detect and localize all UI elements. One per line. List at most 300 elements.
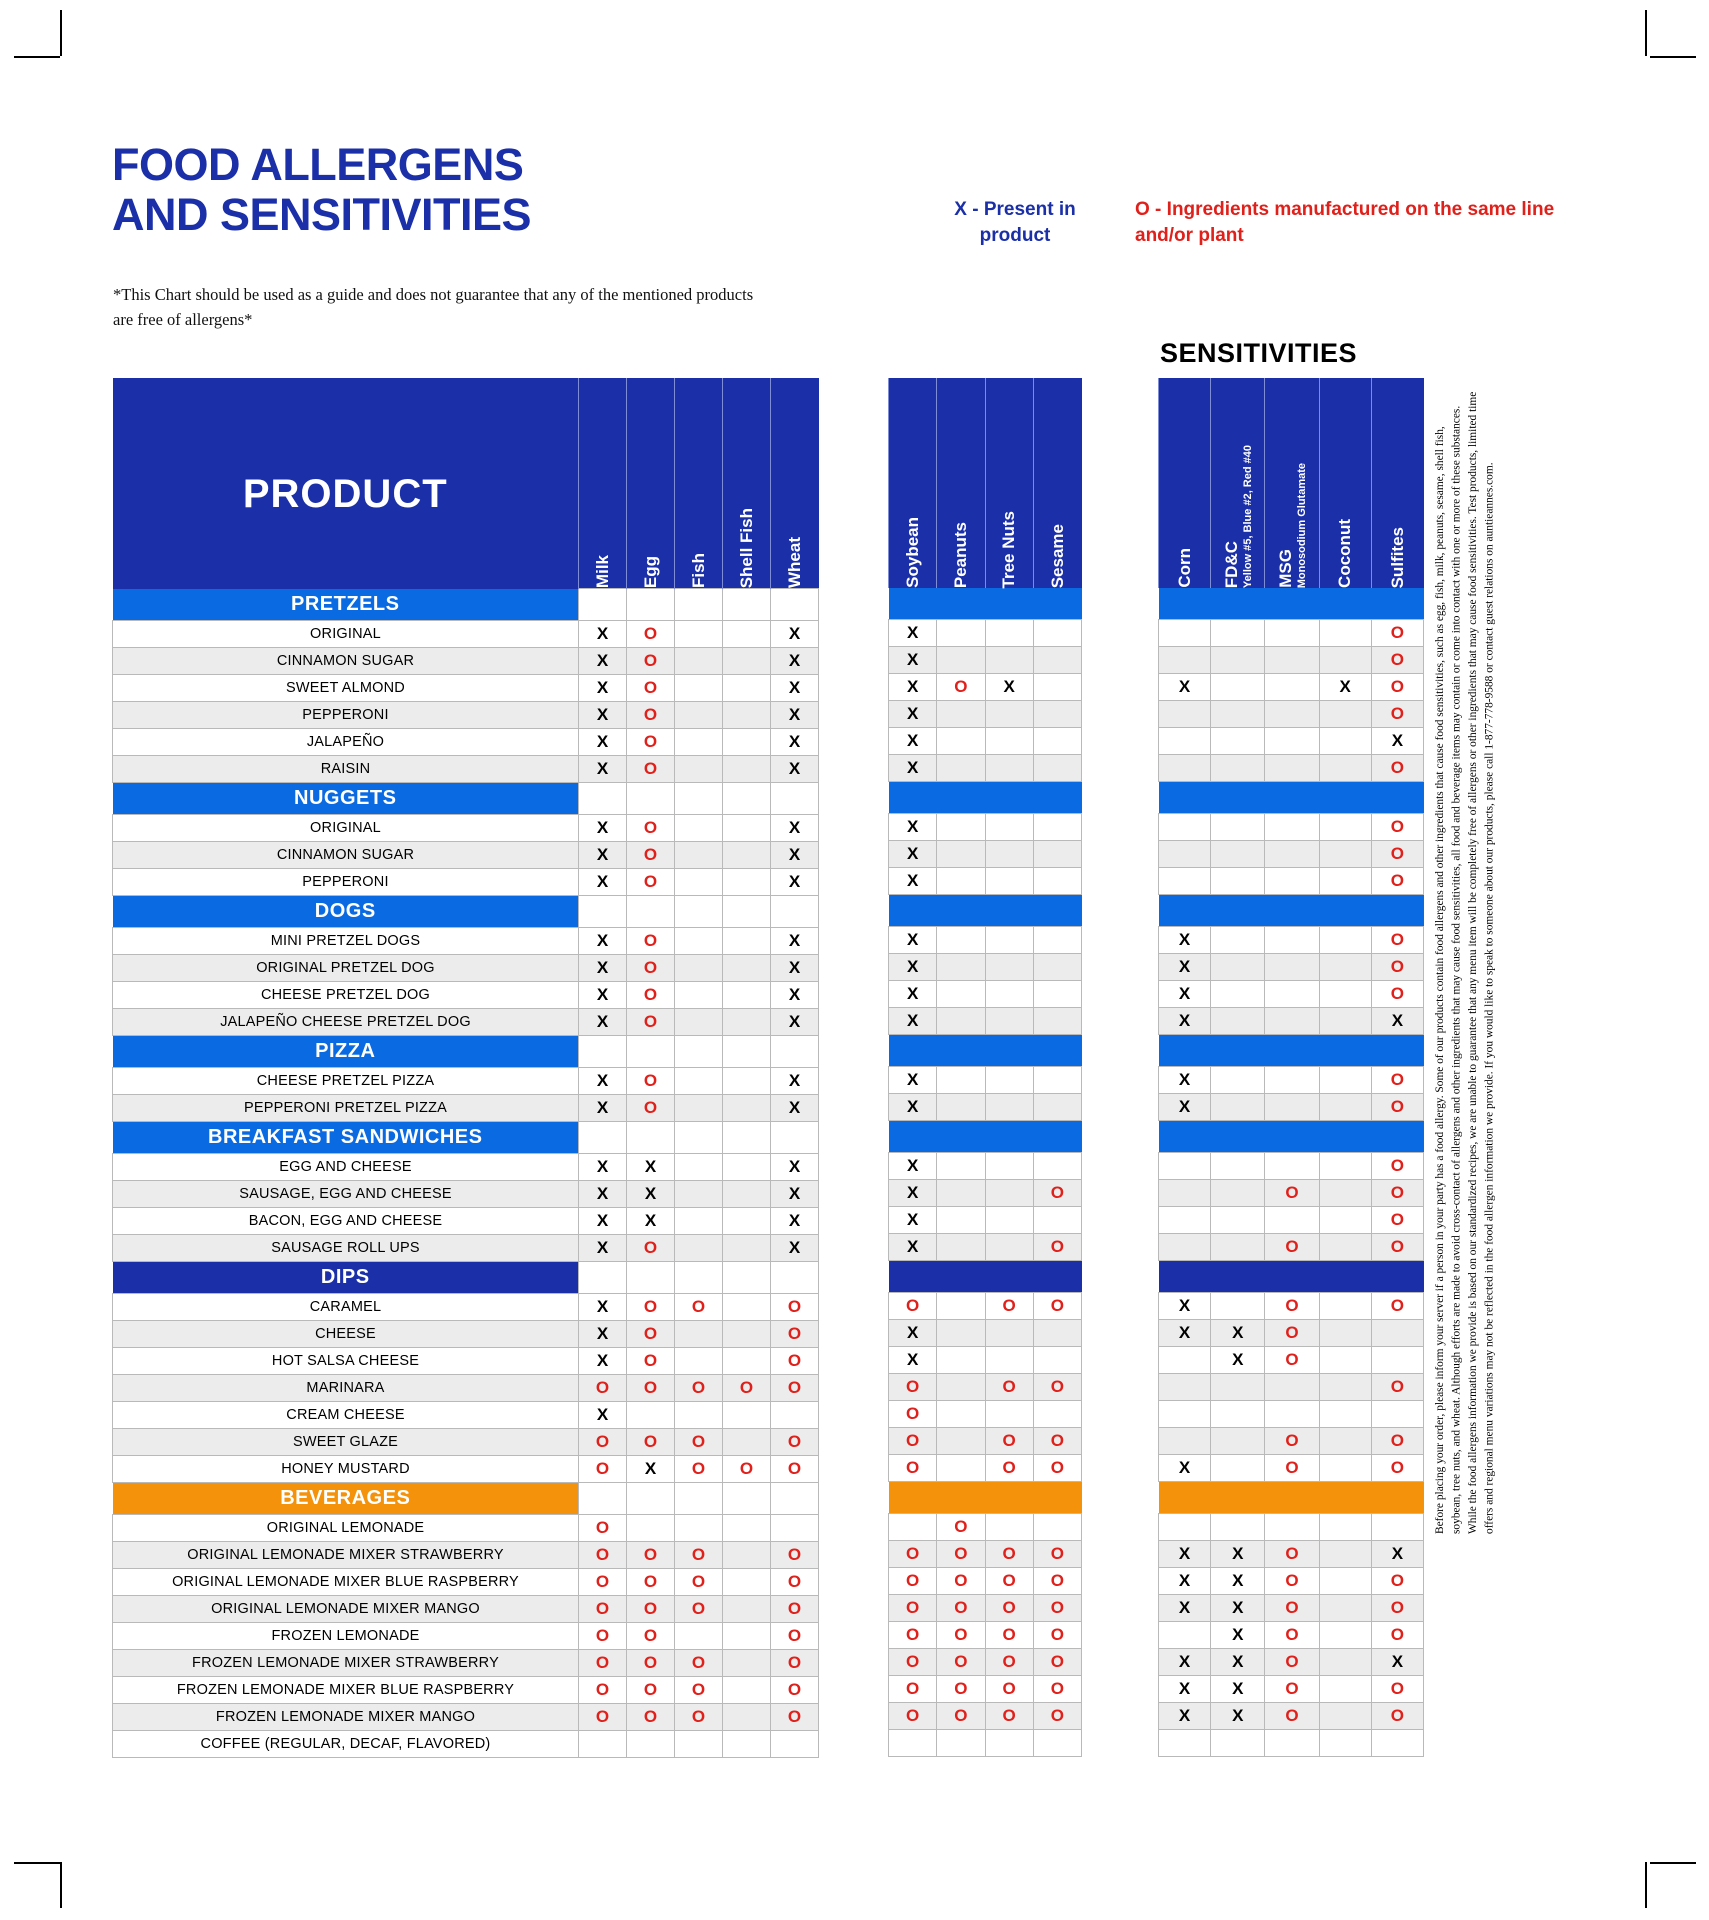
sensitivity-cell-msg: O [1265, 1622, 1319, 1649]
allergen-cell-tree-nuts: O [985, 1374, 1033, 1401]
allergen-cell-shell-fish [723, 675, 771, 702]
column-sublabel-fdc: Yellow #5, Blue #2, Red #40 [1241, 444, 1254, 588]
category-band-cell [1265, 588, 1319, 620]
category-band-cell [1159, 1482, 1211, 1514]
sensitivity-cell-fdc: X [1211, 1703, 1265, 1730]
category-band-cell [1033, 782, 1081, 814]
allergen-cell-peanuts: O [937, 1568, 985, 1595]
sensitivity-cell-corn: X [1159, 1649, 1211, 1676]
table-row [113, 1235, 819, 1262]
sensitivity-cell-fdc: X [1211, 1347, 1265, 1374]
allergen-cell-peanuts: O [937, 1595, 985, 1622]
allergen-cell-sesame: O [1033, 1293, 1081, 1320]
sensitivity-cell-corn: X [1159, 1320, 1211, 1347]
sensitivity-cell-msg: O [1265, 1320, 1319, 1347]
sensitivity-cell-msg: O [1265, 1347, 1319, 1374]
allergen-cell-wheat: X [771, 982, 819, 1009]
table-row [113, 1294, 819, 1321]
sensitivity-cell-coconut [1319, 1008, 1371, 1035]
sensitivity-cell-sulfites: O [1371, 701, 1423, 728]
allergen-cell-peanuts: O [937, 1676, 985, 1703]
table-row [113, 1321, 819, 1348]
category-band-cell [1371, 1035, 1423, 1067]
allergen-cell-shell-fish [723, 1402, 771, 1429]
column-label: Fish [688, 553, 708, 588]
allergen-cell-wheat: O [771, 1623, 819, 1650]
product-name: CHEESE PRETZEL PIZZA [113, 1068, 579, 1095]
category-spacer-cell [579, 1262, 627, 1294]
allergen-cell-tree-nuts [985, 1730, 1033, 1757]
allergen-cell-peanuts [937, 814, 985, 841]
table-row [889, 1347, 1082, 1374]
table-row [1159, 701, 1424, 728]
allergen-cell-sesame [1033, 927, 1081, 954]
table-row [1159, 814, 1424, 841]
allergen-cell-fish [675, 842, 723, 869]
table-row [889, 1320, 1082, 1347]
table-row [889, 814, 1082, 841]
allergen-cell-egg: O [627, 756, 675, 783]
allergen-cell-milk: X [579, 756, 627, 783]
allergen-cell-egg: O [627, 702, 675, 729]
sensitivity-cell-corn [1159, 1234, 1211, 1261]
table-row [889, 981, 1082, 1008]
category-header-row [889, 895, 1082, 927]
allergen-cell-fish [675, 756, 723, 783]
allergen-cell-peanuts [937, 1428, 985, 1455]
sensitivity-cell-coconut [1319, 1180, 1371, 1207]
table-row [113, 842, 819, 869]
allergen-cell-fish [675, 702, 723, 729]
allergen-cell-tree-nuts [985, 927, 1033, 954]
allergen-cell-sesame: O [1033, 1374, 1081, 1401]
table-row [889, 1595, 1082, 1622]
table-row [1159, 1067, 1424, 1094]
allergen-cell-shell-fish [723, 1068, 771, 1095]
table-row [113, 1009, 819, 1036]
allergen-cell-shell-fish [723, 1429, 771, 1456]
allergen-cell-peanuts [937, 1455, 985, 1482]
table-row [889, 1428, 1082, 1455]
allergen-cell-milk: O [579, 1596, 627, 1623]
category-label: DOGS [113, 896, 579, 928]
allergen-cell-wheat: X [771, 1181, 819, 1208]
allergen-cell-soybean: O [889, 1428, 937, 1455]
sensitivity-cell-sulfites: X [1371, 1541, 1423, 1568]
allergen-cell-tree-nuts [985, 620, 1033, 647]
table-row [1159, 981, 1424, 1008]
allergen-cell-soybean [889, 1514, 937, 1541]
sensitivity-cell-coconut [1319, 1207, 1371, 1234]
category-band-cell [1265, 1261, 1319, 1293]
category-band-cell [889, 1482, 937, 1514]
column-header-corn [1159, 378, 1211, 588]
allergen-cell-tree-nuts [985, 1180, 1033, 1207]
sensitivity-cell-fdc [1211, 647, 1265, 674]
column-header-shellfish [723, 378, 771, 589]
sensitivity-cell-fdc: X [1211, 1568, 1265, 1595]
allergen-cell-tree-nuts [985, 755, 1033, 782]
table-row [1159, 868, 1424, 895]
allergen-cell-peanuts [937, 701, 985, 728]
sensitivity-cell-msg [1265, 674, 1319, 701]
category-band-cell [1319, 782, 1371, 814]
category-band-cell [985, 588, 1033, 620]
allergen-cell-sesame [1033, 701, 1081, 728]
allergen-cell-shell-fish [723, 1321, 771, 1348]
crop-mark [60, 1862, 62, 1908]
category-spacer-cell [627, 589, 675, 621]
legal-disclaimer [1432, 384, 1632, 1534]
column-label: Peanuts [950, 521, 970, 588]
table-row [889, 1234, 1082, 1261]
table-row [113, 702, 819, 729]
sensitivity-cell-coconut [1319, 1703, 1371, 1730]
allergen-cell-peanuts [937, 647, 985, 674]
product-name: SWEET GLAZE [113, 1429, 579, 1456]
table-row [889, 868, 1082, 895]
sensitivity-cell-msg [1265, 841, 1319, 868]
allergen-cell-tree-nuts [985, 1347, 1033, 1374]
category-spacer-cell [771, 783, 819, 815]
category-header-row [1159, 1035, 1424, 1067]
allergen-cell-sesame: O [1033, 1234, 1081, 1261]
table-row [1159, 1293, 1424, 1320]
category-label: BEVERAGES [113, 1483, 579, 1515]
allergen-cell-egg: O [627, 621, 675, 648]
allergen-cell-fish [675, 815, 723, 842]
category-band-cell [889, 1035, 937, 1067]
table-row [889, 1293, 1082, 1320]
table-row [113, 1375, 819, 1402]
category-band-cell [985, 895, 1033, 927]
product-header-cell [113, 378, 579, 589]
allergen-cell-egg: O [627, 1623, 675, 1650]
allergen-cell-tree-nuts [985, 841, 1033, 868]
sensitivity-cell-coconut [1319, 1067, 1371, 1094]
allergen-cell-tree-nuts [985, 1320, 1033, 1347]
category-header-row [1159, 1121, 1424, 1153]
product-name: FROZEN LEMONADE MIXER BLUE RASPBERRY [113, 1677, 579, 1704]
category-band-cell [1265, 895, 1319, 927]
allergen-cell-egg: O [627, 1650, 675, 1677]
sensitivity-cell-coconut [1319, 1541, 1371, 1568]
sensitivity-cell-fdc [1211, 1180, 1265, 1207]
allergen-cell-peanuts [937, 1374, 985, 1401]
column-header-sesame [1033, 378, 1081, 588]
allergen-cell-peanuts: O [937, 674, 985, 701]
allergen-cell-peanuts [937, 1347, 985, 1374]
allergen-table-main [112, 378, 818, 1758]
allergen-cell-milk: X [579, 1181, 627, 1208]
allergen-cell-soybean: X [889, 728, 937, 755]
category-header-row [889, 782, 1082, 814]
sensitivity-cell-coconut [1319, 1094, 1371, 1121]
sensitivity-cell-sulfites: O [1371, 1234, 1423, 1261]
allergen-cell-sesame: O [1033, 1622, 1081, 1649]
allergen-cell-wheat: O [771, 1348, 819, 1375]
table-row [113, 1515, 819, 1542]
sensitivity-cell-sulfites: O [1371, 814, 1423, 841]
table-row [113, 621, 819, 648]
allergen-cell-tree-nuts: O [985, 1622, 1033, 1649]
sensitivity-cell-sulfites [1371, 1514, 1423, 1541]
allergen-cell-sesame: O [1033, 1568, 1081, 1595]
sensitivity-cell-fdc [1211, 814, 1265, 841]
category-header-row [1159, 1261, 1424, 1293]
table-row [1159, 620, 1424, 647]
allergen-cell-soybean: X [889, 1180, 937, 1207]
category-band-cell [1033, 895, 1081, 927]
column-header-soybean [889, 378, 937, 588]
allergen-cell-egg: O [627, 928, 675, 955]
category-band-cell [889, 895, 937, 927]
allergen-cell-egg: O [627, 982, 675, 1009]
category-spacer-cell [771, 589, 819, 621]
allergen-cell-sesame: O [1033, 1595, 1081, 1622]
crop-mark [1650, 56, 1696, 58]
sensitivity-cell-msg [1265, 1008, 1319, 1035]
sensitivity-cell-msg: O [1265, 1703, 1319, 1730]
page-title-line1: FOOD ALLERGENS [112, 139, 524, 190]
allergen-cell-tree-nuts: O [985, 1428, 1033, 1455]
category-band-cell [937, 1482, 985, 1514]
allergen-cell-shell-fish [723, 1704, 771, 1731]
allergen-cell-wheat: X [771, 756, 819, 783]
allergen-cell-peanuts [937, 1293, 985, 1320]
allergen-cell-shell-fish [723, 1596, 771, 1623]
allergen-cell-fish: O [675, 1542, 723, 1569]
sensitivity-cell-coconut [1319, 1514, 1371, 1541]
allergen-cell-soybean: X [889, 927, 937, 954]
category-band-cell [1159, 782, 1211, 814]
allergen-cell-soybean: X [889, 1347, 937, 1374]
sensitivity-cell-corn: X [1159, 674, 1211, 701]
allergen-cell-tree-nuts: O [985, 1676, 1033, 1703]
table-row [113, 982, 819, 1009]
sensitivity-cell-coconut [1319, 755, 1371, 782]
allergen-cell-milk: O [579, 1623, 627, 1650]
sensitivity-cell-sulfites: O [1371, 1180, 1423, 1207]
sensitivities-heading: SENSITIVITIES [1160, 338, 1358, 368]
category-band-cell [985, 1121, 1033, 1153]
allergen-cell-egg: O [627, 648, 675, 675]
allergen-cell-sesame [1033, 647, 1081, 674]
column-header-coconut [1319, 378, 1371, 588]
product-name: CREAM CHEESE [113, 1402, 579, 1429]
sensitivity-cell-coconut [1319, 1730, 1371, 1757]
allergen-cell-tree-nuts [985, 814, 1033, 841]
allergen-cell-milk: X [579, 675, 627, 702]
sensitivity-cell-sulfites: O [1371, 1622, 1423, 1649]
allergen-cell-shell-fish [723, 955, 771, 982]
sensitivity-cell-fdc [1211, 1067, 1265, 1094]
sensitivity-cell-sulfites: O [1371, 1455, 1423, 1482]
sensitivity-cell-sulfites [1371, 1730, 1423, 1757]
sensitivity-cell-sulfites: O [1371, 981, 1423, 1008]
category-band-cell [1319, 1482, 1371, 1514]
category-spacer-cell [675, 589, 723, 621]
allergen-cell-shell-fish: O [723, 1456, 771, 1483]
sensitivity-cell-fdc [1211, 1234, 1265, 1261]
allergen-cell-sesame [1033, 1153, 1081, 1180]
category-band-cell [1265, 1121, 1319, 1153]
category-spacer-cell [723, 1262, 771, 1294]
column-header-msg [1265, 378, 1319, 588]
category-band-cell [1159, 895, 1211, 927]
category-header-row [1159, 1482, 1424, 1514]
category-spacer-cell [771, 1262, 819, 1294]
allergen-cell-milk: O [579, 1677, 627, 1704]
sensitivity-cell-corn [1159, 1153, 1211, 1180]
allergen-cell-tree-nuts [985, 1207, 1033, 1234]
category-spacer-cell [675, 1036, 723, 1068]
product-name: JALAPEÑO CHEESE PRETZEL DOG [113, 1009, 579, 1036]
allergen-cell-soybean: X [889, 647, 937, 674]
allergen-cell-wheat [771, 1402, 819, 1429]
sensitivity-cell-corn: X [1159, 1703, 1211, 1730]
table-row [113, 1429, 819, 1456]
allergen-cell-peanuts [937, 1180, 985, 1207]
sensitivity-cell-coconut [1319, 1374, 1371, 1401]
category-spacer-cell [723, 896, 771, 928]
allergen-cell-fish: O [675, 1294, 723, 1321]
table-row [889, 728, 1082, 755]
product-name: MINI PRETZEL DOGS [113, 928, 579, 955]
sensitivity-cell-corn [1159, 868, 1211, 895]
allergen-cell-tree-nuts [985, 954, 1033, 981]
table-row [889, 1730, 1082, 1757]
allergen-cell-tree-nuts: O [985, 1455, 1033, 1482]
allergen-cell-wheat: X [771, 815, 819, 842]
allergen-cell-milk: O [579, 1515, 627, 1542]
table-row [889, 1541, 1082, 1568]
allergen-cell-sesame [1033, 1320, 1081, 1347]
allergen-cell-sesame [1033, 1401, 1081, 1428]
sensitivity-cell-sulfites: O [1371, 927, 1423, 954]
category-band-cell [1159, 1035, 1211, 1067]
sensitivity-cell-sulfites: O [1371, 647, 1423, 674]
allergen-cell-milk: X [579, 1009, 627, 1036]
sensitivity-cell-corn [1159, 1374, 1211, 1401]
allergen-cell-egg: O [627, 1095, 675, 1122]
category-spacer-cell [771, 1036, 819, 1068]
product-name: RAISIN [113, 756, 579, 783]
table-row [1159, 1153, 1424, 1180]
category-header-row [889, 1261, 1082, 1293]
sensitivity-cell-msg [1265, 1374, 1319, 1401]
allergen-cell-soybean: X [889, 981, 937, 1008]
sensitivity-cell-msg [1265, 1153, 1319, 1180]
product-name: CHEESE PRETZEL DOG [113, 982, 579, 1009]
allergen-cell-egg: O [627, 1542, 675, 1569]
category-header-row [113, 896, 819, 928]
category-spacer-cell [771, 1483, 819, 1515]
sensitivity-cell-msg: O [1265, 1428, 1319, 1455]
sensitivity-cell-sulfites: O [1371, 755, 1423, 782]
table-row [889, 1067, 1082, 1094]
table-header-row [1159, 378, 1424, 588]
sensitivity-cell-coconut [1319, 1293, 1371, 1320]
allergen-cell-fish [675, 982, 723, 1009]
sensitivity-cell-coconut [1319, 954, 1371, 981]
sensitivity-cell-fdc [1211, 1153, 1265, 1180]
allergen-cell-shell-fish [723, 1208, 771, 1235]
allergen-cell-soybean: X [889, 868, 937, 895]
table-row [1159, 1595, 1424, 1622]
sensitivity-cell-msg [1265, 1207, 1319, 1234]
allergen-cell-peanuts [937, 954, 985, 981]
allergen-cell-peanuts [937, 868, 985, 895]
allergen-cell-milk: X [579, 1095, 627, 1122]
sensitivity-cell-corn: X [1159, 954, 1211, 981]
category-spacer-cell [627, 1483, 675, 1515]
allergen-cell-tree-nuts [985, 1401, 1033, 1428]
sensitivity-cell-coconut [1319, 1401, 1371, 1428]
category-label: NUGGETS [113, 783, 579, 815]
sensitivity-cell-msg [1265, 1067, 1319, 1094]
table-row [113, 928, 819, 955]
category-band-cell [1265, 1482, 1319, 1514]
product-name: COFFEE (REGULAR, DECAF, FLAVORED) [113, 1731, 579, 1758]
allergen-cell-peanuts: O [937, 1622, 985, 1649]
category-band-cell [985, 1035, 1033, 1067]
allergen-cell-shell-fish [723, 729, 771, 756]
allergen-cell-peanuts [937, 1207, 985, 1234]
allergen-cell-sesame [1033, 814, 1081, 841]
category-band-cell [889, 1261, 937, 1293]
category-spacer-cell [579, 896, 627, 928]
sensitivity-cell-msg [1265, 728, 1319, 755]
column-label: Sulfites [1387, 526, 1407, 588]
sensitivity-cell-fdc [1211, 620, 1265, 647]
allergen-cell-egg: O [627, 1321, 675, 1348]
page-title [112, 140, 531, 240]
allergen-cell-fish: O [675, 1650, 723, 1677]
table-row [113, 675, 819, 702]
category-band-cell [937, 1261, 985, 1293]
allergen-cell-fish: O [675, 1677, 723, 1704]
allergen-cell-wheat: X [771, 928, 819, 955]
sensitivity-cell-fdc: X [1211, 1676, 1265, 1703]
product-name: CINNAMON SUGAR [113, 842, 579, 869]
allergen-cell-egg: O [627, 729, 675, 756]
allergen-cell-fish [675, 869, 723, 896]
sensitivity-cell-sulfites: O [1371, 620, 1423, 647]
allergen-cell-milk: X [579, 982, 627, 1009]
allergen-cell-egg: O [627, 1375, 675, 1402]
category-band-cell [1033, 1261, 1081, 1293]
category-header-row [1159, 782, 1424, 814]
allergen-cell-tree-nuts: O [985, 1703, 1033, 1730]
sensitivity-cell-msg: O [1265, 1568, 1319, 1595]
allergen-cell-fish [675, 1402, 723, 1429]
allergen-cell-egg: O [627, 842, 675, 869]
table-row [1159, 1649, 1424, 1676]
allergen-cell-sesame [1033, 1514, 1081, 1541]
column-label: Corn [1174, 548, 1194, 588]
product-name: ORIGINAL LEMONADE MIXER BLUE RASPBERRY [113, 1569, 579, 1596]
allergen-cell-wheat: X [771, 955, 819, 982]
sensitivity-cell-coconut [1319, 728, 1371, 755]
sensitivity-cell-msg: O [1265, 1541, 1319, 1568]
table-row [1159, 1347, 1424, 1374]
sensitivity-cell-fdc [1211, 1514, 1265, 1541]
sensitivity-cell-msg: O [1265, 1455, 1319, 1482]
sensitivity-cell-msg: O [1265, 1234, 1319, 1261]
table-row [889, 755, 1082, 782]
allergen-cell-fish [675, 1515, 723, 1542]
